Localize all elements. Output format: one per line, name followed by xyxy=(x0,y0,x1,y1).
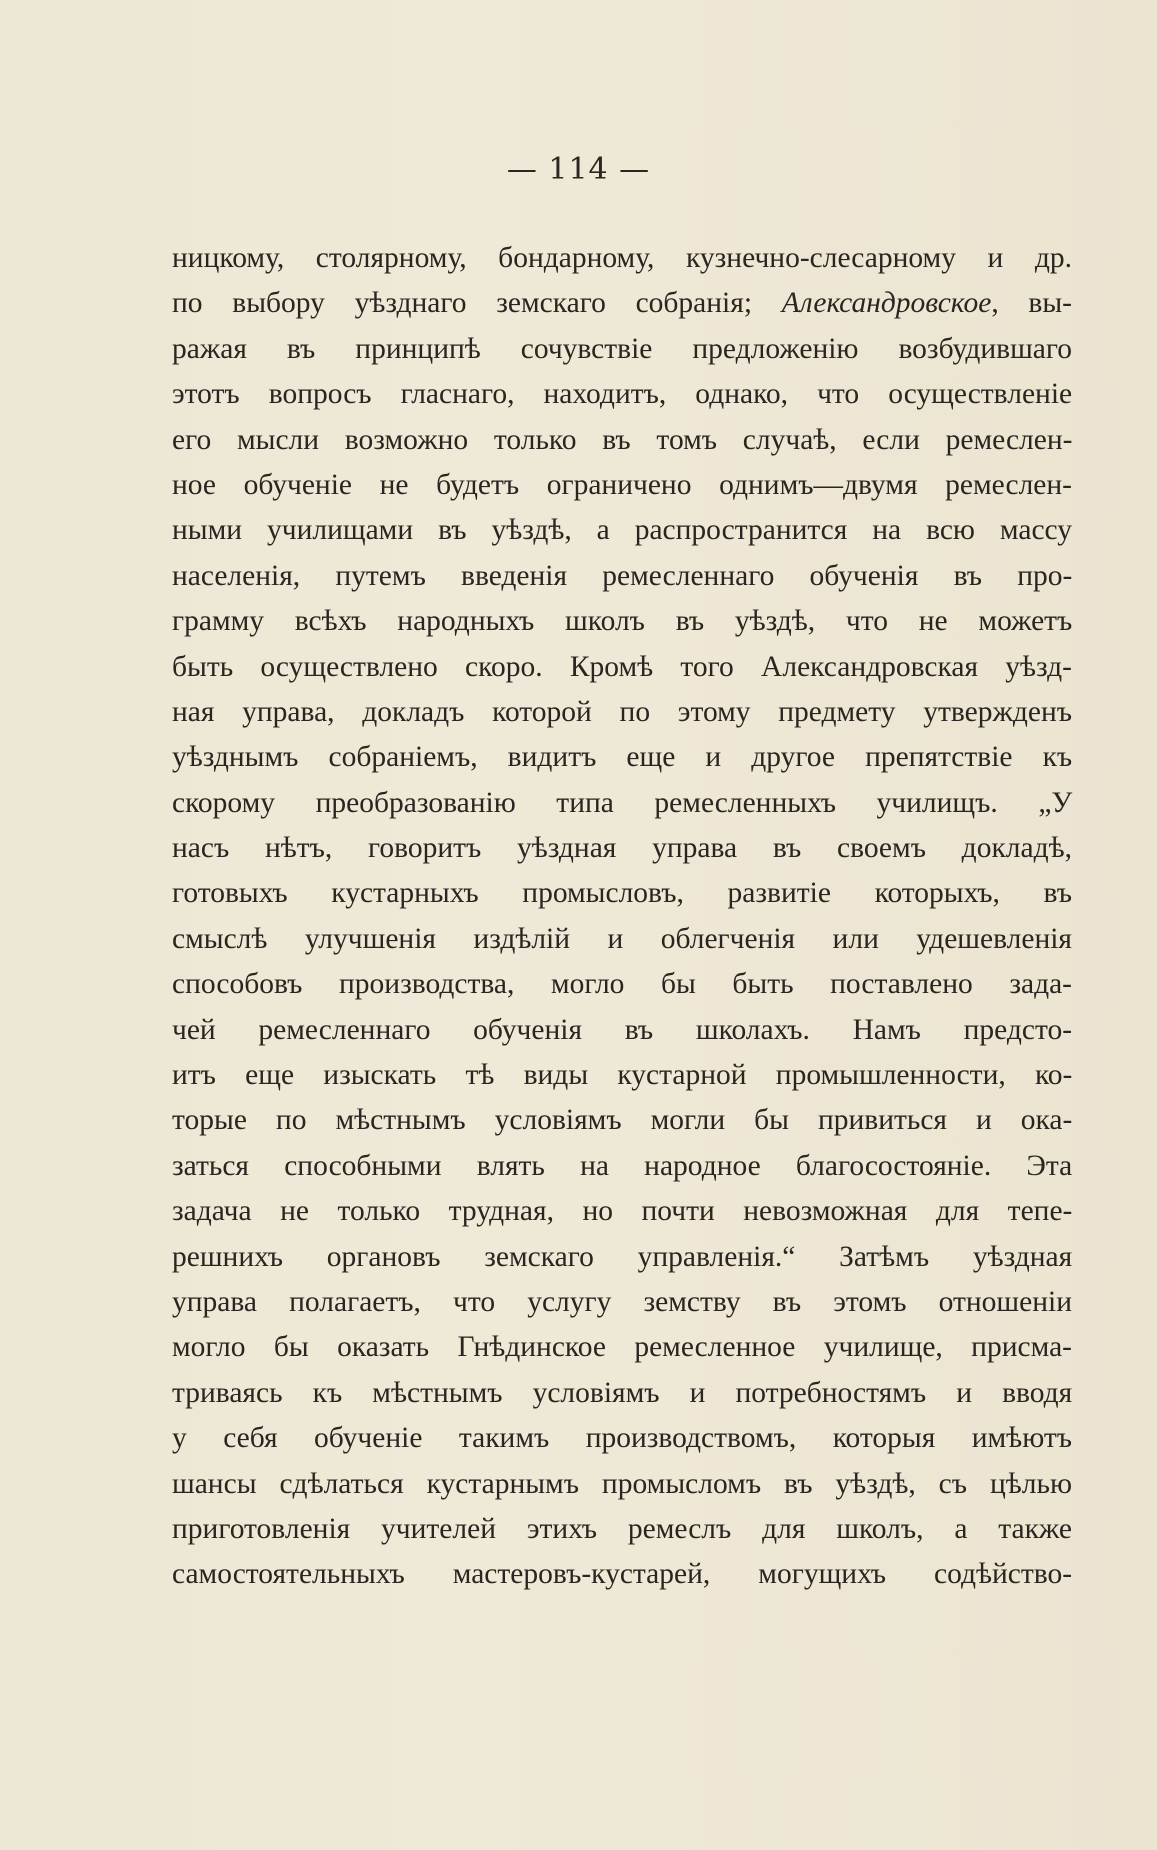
text-line: ницкому, столярному, бондарному, кузнечно-слесарному и др. xyxy=(172,242,1073,274)
text-line: задача не только трудная, но почти невозможная для тепе- xyxy=(172,1195,1073,1228)
text-line: ная управа, докладъ которой по этому предмету утвержденъ xyxy=(172,695,1072,728)
text-line: способовъ производства, могло бы быть поставлено зада- xyxy=(172,968,1072,1001)
body-text xyxy=(172,236,1072,1598)
text-line: его мысли возможно только въ томъ случаѣ, если ремеслен- xyxy=(172,423,1073,456)
text-line: приготовленія учителей этихъ ремеслъ для школъ, а также xyxy=(172,1512,1072,1545)
text-line: самостоятельныхъ мастеровъ-кустарей, могущихъ содѣйство- xyxy=(172,1558,1073,1591)
text-line: могло бы оказать Гнѣдинское ремесленное училище, присма- xyxy=(172,1331,1072,1364)
text-line xyxy=(172,281,1072,326)
text-line: управа полагаетъ, что услугу земству въ этомъ отношеніи xyxy=(172,1285,1072,1318)
text-line: насъ нѣтъ, говоритъ уѣздная управа въ своемъ докладѣ, xyxy=(172,832,1072,865)
text-line: этотъ вопросъ гласнаго, находитъ, однако, что осуществленіе xyxy=(172,378,1073,411)
text-line: грамму всѣхъ народныхъ школъ въ уѣздѣ, что не можетъ xyxy=(172,605,1073,638)
text-line: смыслѣ улучшенія издѣлій и облегченія или удешевленія xyxy=(172,922,1072,955)
text-line: населенія, путемъ введенія ремесленнаго обученія въ про- xyxy=(172,559,1073,592)
text-line: ражая въ принципѣ сочувствіе предложенію возбудившаго xyxy=(172,332,1072,365)
text-line: заться способными влять на народное благосостояніе. Эта xyxy=(172,1149,1073,1182)
text-line: ными училищами въ уѣздѣ, а распространится на всю массу xyxy=(172,514,1072,547)
text-line: шансы сдѣлаться кустарнымъ промысломъ въ уѣздѣ, съ цѣлью xyxy=(172,1467,1072,1500)
text-line: итъ еще изыскать тѣ виды кустарной промышленности, ко- xyxy=(172,1059,1073,1092)
page-number: — 114 — xyxy=(506,152,651,187)
text-line: готовыхъ кустарныхъ промысловъ, развитіе которыхъ, въ xyxy=(172,877,1072,910)
text-line: решнихъ органовъ земскаго управленія.“ Затѣмъ уѣздная xyxy=(172,1240,1073,1273)
text-line: быть осуществлено скоро. Кромѣ того Александровская уѣзд- xyxy=(172,650,1072,683)
text-line: скорому преобразованію типа ремесленныхъ училищъ. „У xyxy=(172,786,1073,819)
text-segment: по выбору уѣзднаго земскаго собранія; xyxy=(172,287,782,320)
text-line: триваясь къ мѣстнымъ условіямъ и потребностямъ и вводя xyxy=(172,1376,1073,1409)
text-segment: , вы- xyxy=(991,287,1072,320)
italic-place-name: Александровское xyxy=(781,287,992,320)
text-line: торые по мѣстнымъ условіямъ могли бы привиться и ока- xyxy=(172,1104,1073,1137)
text-line: уѣзднымъ собраніемъ, видитъ еще и другое препятствіе къ xyxy=(172,741,1073,774)
text-line: чей ремесленнаго обученія въ школахъ. Намъ предсто- xyxy=(172,1013,1073,1046)
text-line: ное обученіе не будетъ ограничено однимъ—двумя ремеслен- xyxy=(172,468,1072,501)
text-line: у себя обученіе такимъ производствомъ, которыя имѣютъ xyxy=(172,1422,1072,1455)
